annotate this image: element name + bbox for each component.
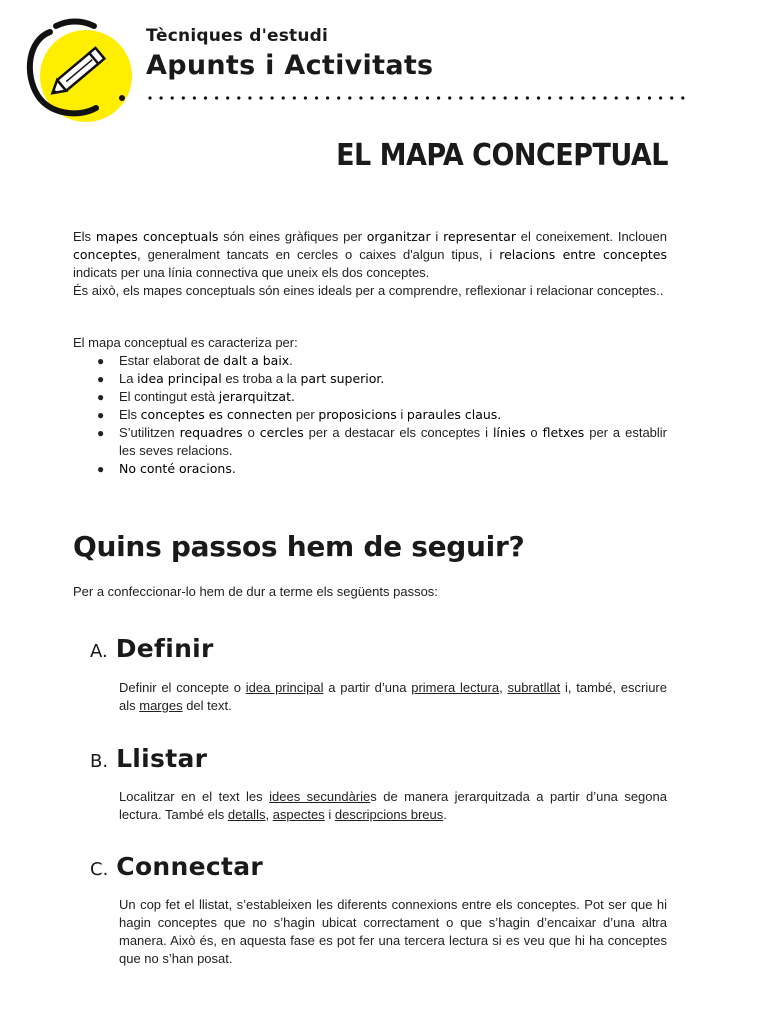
bullet-icon: ●: [97, 372, 105, 386]
step-description: [119, 896, 667, 968]
text-run: el coneixement. Inclouen: [515, 229, 667, 244]
underlined-text: descripcions breus: [334, 807, 444, 822]
divider-dot: [148, 96, 151, 99]
emphasis-text: jerarquitzat.: [218, 389, 295, 404]
text-run: i, també, escriure als: [119, 680, 667, 713]
text-run: i: [430, 229, 444, 244]
underlined-text: aspectes: [272, 807, 325, 822]
underlined-text: primera lectura: [411, 680, 500, 695]
bullet-icon: ●: [97, 354, 105, 368]
text-run: per: [292, 407, 319, 422]
section-title: Quins passos hem de seguir?: [73, 530, 525, 563]
text-run: són eines gràfiques per: [218, 229, 367, 244]
divider-dot: [459, 96, 462, 99]
underlined-text: idea principal: [245, 680, 324, 695]
divider-dot: [293, 96, 296, 99]
divider-dot: [393, 96, 396, 99]
divider-dot: [670, 96, 673, 99]
step-name: Definir: [115, 634, 214, 663]
list-item: [97, 406, 667, 424]
step-letter: B.: [90, 751, 109, 772]
emphasis-text: idea principal: [137, 371, 222, 386]
divider-dot: [548, 96, 551, 99]
underlined-text: subratllat: [507, 680, 561, 695]
divider-dot: [426, 96, 429, 99]
step-heading: [90, 852, 263, 881]
emphasis-text: cercles: [259, 425, 304, 440]
divider-dot: [370, 96, 373, 99]
divider-dot: [259, 96, 262, 99]
divider-dot: [604, 96, 607, 99]
text-run: .: [443, 807, 447, 822]
list-item: [97, 424, 667, 460]
divider-dot: [637, 96, 640, 99]
emphasis-text: conceptes es connecten: [140, 407, 293, 422]
header-title: Apunts i Activitats: [146, 50, 434, 81]
divider-dot: [237, 96, 240, 99]
header-subtitle: Tècniques d'estudi: [146, 26, 329, 46]
list-item: [97, 370, 667, 388]
text-run: Localitzar en el text les: [119, 789, 270, 804]
emphasis-text: fletxes: [542, 425, 585, 440]
emphasis-text: organitzar: [366, 229, 431, 244]
divider-dot: [404, 96, 407, 99]
bullet-icon: ●: [97, 408, 105, 422]
step-heading: [90, 744, 207, 773]
step-heading: [90, 634, 214, 663]
text-run: .: [289, 353, 293, 368]
pencil-logo-icon: [20, 18, 140, 128]
divider-dot: [326, 96, 329, 99]
dotted-divider: [148, 92, 694, 104]
step-name: Llistar: [116, 744, 208, 773]
list-item: [97, 460, 667, 478]
divider-dot: [415, 96, 418, 99]
divider-dot: [648, 96, 651, 99]
emphasis-text: part superior.: [300, 371, 385, 386]
step-description: [119, 679, 667, 715]
intro-paragraph: És això, els mapes conceptuals són eines ideals per a comprendre, reflexionar i relacionar conceptes..: [73, 283, 664, 298]
text-run: Un cop fet el llistat, s’estableixen les diferents connexions entre els conceptes. Pot ser que hi hagin conceptes que no s’hagin ubicat correctament o que s’hagin d’encaixar d’una altra manera. Això és, en aquesta fase es pot fer una tercera lectura si es veu que hi ha conceptes que no s’han posat.: [119, 897, 667, 966]
divider-dot: [248, 96, 251, 99]
text-run: per a establir les seves relacions.: [119, 425, 668, 458]
text-run: o: [525, 425, 543, 440]
divider-dot: [171, 96, 174, 99]
divider-dot: [493, 96, 496, 99]
bullet-icon: ●: [97, 390, 105, 404]
divider-dot: [559, 96, 562, 99]
emphasis-text: línies: [492, 425, 526, 440]
divider-dot: [382, 96, 385, 99]
emphasis-text: proposicions: [318, 407, 397, 422]
text-run: del text.: [182, 698, 232, 713]
steps-lead: Per a confeccionar-lo hem de dur a terme els següents passos:: [73, 584, 438, 599]
divider-dot: [337, 96, 340, 99]
underlined-text: idees secundàrie: [269, 789, 371, 804]
text-run: La: [119, 371, 138, 386]
text-run: o: [242, 425, 260, 440]
text-run: El contingut està: [119, 389, 219, 404]
divider-dot: [204, 96, 207, 99]
divider-dot: [515, 96, 518, 99]
text-run: , generalment tancats en cercles o caixes d'algun tipus, i: [137, 247, 500, 262]
text-run: es troba a la: [221, 371, 301, 386]
underlined-text: detalls: [227, 807, 266, 822]
step-name: Connectar: [116, 852, 264, 881]
bullet-icon: ●: [97, 426, 105, 440]
text-run: a partir d’una: [323, 680, 412, 695]
divider-dot: [615, 96, 618, 99]
text-run: ,: [499, 680, 508, 695]
text-run: Els: [73, 229, 96, 244]
divider-dot: [570, 96, 573, 99]
page-title: EL MAPA CONCEPTUAL: [336, 138, 668, 173]
bullet-icon: ●: [97, 462, 105, 476]
divider-dot: [437, 96, 440, 99]
step-description: [119, 788, 667, 824]
text-run: Els: [119, 407, 141, 422]
text-run: per a destacar els conceptes i: [303, 425, 493, 440]
list-item: [97, 388, 667, 406]
text-run: Estar elaborat: [119, 353, 204, 368]
divider-dot: [348, 96, 351, 99]
text-run: i: [396, 407, 407, 422]
divider-dot: [504, 96, 507, 99]
text-run: s de manera jerarquitzada a partir d’una segona lectura. També els: [119, 789, 667, 822]
divider-dot: [526, 96, 529, 99]
divider-dot: [681, 96, 684, 99]
text-run: ,: [265, 807, 273, 822]
step-letter: A.: [90, 641, 108, 662]
step-letter: C.: [90, 859, 109, 880]
divider-dot: [282, 96, 285, 99]
divider-dot: [193, 96, 196, 99]
emphasis-text: requadres: [179, 425, 243, 440]
emphasis-text: relacions entre conceptes: [499, 247, 667, 262]
emphasis-text: conceptes: [73, 247, 138, 262]
features-lead: El mapa conceptual es caracteriza per:: [73, 335, 298, 350]
emphasis-text: representar: [443, 229, 516, 244]
divider-dot: [271, 96, 274, 99]
features-list: [97, 352, 667, 478]
divider-dot: [182, 96, 185, 99]
divider-dot: [626, 96, 629, 99]
text-run: Definir el concepte o: [119, 680, 246, 695]
intro-text: [73, 228, 667, 300]
divider-dot: [592, 96, 595, 99]
emphasis-text: mapes conceptuals: [95, 229, 219, 244]
divider-dot: [215, 96, 218, 99]
divider-dot: [226, 96, 229, 99]
divider-dot: [481, 96, 484, 99]
intro-paragraph: [73, 228, 667, 282]
divider-dot: [359, 96, 362, 99]
text-run: i: [324, 807, 335, 822]
emphasis-text: paraules claus.: [406, 407, 502, 422]
list-item: [97, 352, 667, 370]
text-run: indicats per una línia connectiva que uneix els dos conceptes.: [73, 265, 430, 280]
divider-dot: [315, 96, 318, 99]
divider-dot: [304, 96, 307, 99]
divider-dot: [659, 96, 662, 99]
underlined-text: marges: [139, 698, 183, 713]
divider-dot: [448, 96, 451, 99]
divider-dot: [160, 96, 163, 99]
text-run: S’utilitzen: [119, 425, 180, 440]
divider-dot: [537, 96, 540, 99]
emphasis-text: No conté oracions.: [119, 461, 236, 476]
divider-dot: [581, 96, 584, 99]
emphasis-text: de dalt a baix: [203, 353, 290, 368]
divider-dot: [470, 96, 473, 99]
